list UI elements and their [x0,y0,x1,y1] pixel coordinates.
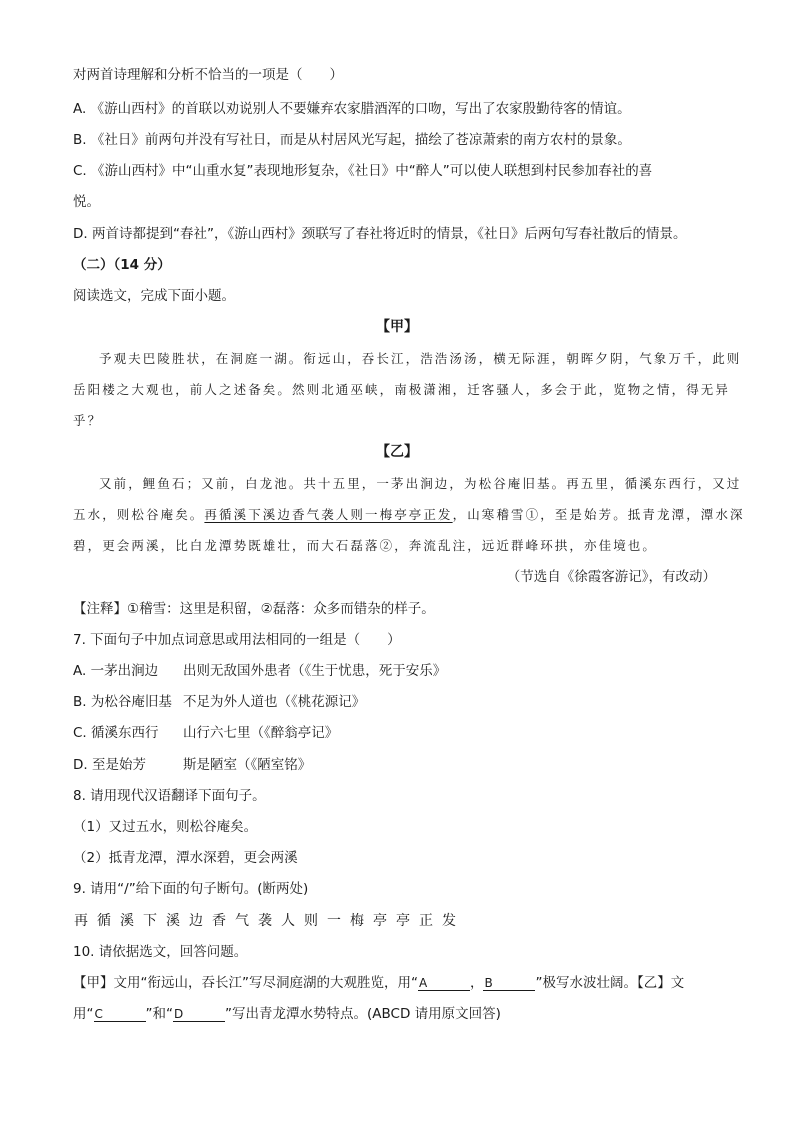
passage-jia-line: 乎？ [73,413,103,428]
q10-text-line [73,974,684,992]
q9-stem: 9. 请用“/”给下面的句子断句。(断两处) [73,881,309,897]
passage-yi-title: 【乙】 [376,444,418,460]
q7-option-right: 不足为外人道也（《桃花源记》 [183,694,366,710]
q10-text: ”和“ [145,1006,173,1022]
passage-source: （节选自《徐霞客游记》，有改动） [506,569,716,585]
q7-option-d [73,756,311,774]
q7-option-left: A. 一茅出涧边 [73,663,159,679]
q7-stem: 7. 下面句子中加点词意思或用法相同的一组是（ ） [73,632,401,648]
q10-text: ”极写水波壮阔。【乙】文 [535,975,685,991]
underlined-sentence: 再循溪下溪边香气袭人则一梅亭亭正发 [204,507,453,522]
q6-option-c-cont: 悦。 [73,194,100,210]
passage-yi-line: 碧，更会两溪，比白龙潭势既雄壮，而大石磊落②，奔流乱注，远近群峰环拱，亦佳境也。 [73,538,658,553]
passage-yi-line [73,506,745,524]
passage-jia-line: 予观夫巴陵胜状，在洞庭一湖。衔远山，吞长江，浩浩汤汤，横无际涯，朝晖夕阴，气象万千，此则 [99,351,742,366]
passage-yi-line: 又前，鲤鱼石；又前，白龙池。共十五里，一茅出涧边，为松谷庵旧基。再五里，循溪东西行，又过 [99,476,742,491]
q6-option-c: C. 《游山西村》中“山重水复”表现地形复杂，《社日》中“醉人”可以使人联想到村民参加春社的喜 [73,163,653,179]
section-instruction: 阅读选文，完成下面小题。 [73,288,235,304]
q6-option-a: A. 《游山西村》的首联以劝说别人不要嫌弃农家腊酒浑的口吻，写出了农家殷勤待客的情谊。 [73,101,631,117]
blank-a-field[interactable]: A [418,976,470,991]
q7-option-right: 山行六七里（《醉翁亭记》 [183,725,339,741]
q8-sentence-1: （1）又过五水，则松谷庵矣。 [73,819,258,835]
q10-text-line [73,1005,501,1023]
passage-yi-text: ，山寒稽雪①，至是始芳。抵青龙潭，潭水深 [452,507,745,522]
q7-option-c [73,724,338,742]
q10-stem: 10. 请依据选文，回答问题。 [73,944,248,960]
q7-option-a [73,662,446,680]
q6-option-d: D. 两首诗都提到“春社”，《游山西村》颈联写了春社将近时的情景，《社日》后两句写春社散后的情景。 [73,226,687,242]
q9-sentence: 再循溪下溪边香气袭人则一梅亭亭正发 [74,913,465,929]
q10-text: ”写出青龙潭水势特点。(ABCD 请用原文回答) [225,1006,501,1022]
q7-option-right: 出则无敌国外患者（《生于忧患，死于安乐》 [183,663,447,679]
q8-stem: 8. 请用现代汉语翻译下面句子。 [73,788,266,804]
blank-b-field[interactable]: B [483,976,535,991]
q10-text: ， [469,975,484,991]
q7-option-left: B. 为松谷庵旧基 [73,694,172,710]
q7-option-left: C. 循溪东西行 [73,725,159,741]
q7-option-left: D. 至是始芳 [73,757,146,773]
blank-c-field[interactable]: C [94,1007,146,1022]
q6-stem: 对两首诗理解和分析不恰当的一项是（ ） [73,67,343,83]
q10-text: 【甲】文用“衔远山，吞长江”写尽洞庭湖的大观胜览，用“ [73,975,418,991]
blank-d-field[interactable]: D [173,1007,225,1022]
q8-sentence-2: （2）抵青龙潭，潭水深碧，更会两溪 [73,850,298,866]
q7-option-b [73,693,365,711]
passage-yi-text: 五水，则松谷庵矣。 [73,507,205,522]
passage-jia-title: 【甲】 [376,319,418,335]
q7-option-right: 斯是陋室（《陋室铭》 [183,757,312,773]
section-heading: （二）（14 分） [73,257,171,273]
annotation-notes: 【注释】①稽雪：这里是积留，②磊落：众多而错杂的样子。 [73,601,435,617]
q10-text: 用“ [73,1006,94,1022]
q6-option-b: B. 《社日》前两句并没有写社日，而是从村居风光写起，描绘了苍凉萧索的南方农村的景象。 [73,132,631,148]
passage-jia-line: 岳阳楼之大观也，前人之述备矣。然则北通巫峡，南极潇湘，迁客骚人，多会于此，览物之情，得无异 [73,382,731,397]
